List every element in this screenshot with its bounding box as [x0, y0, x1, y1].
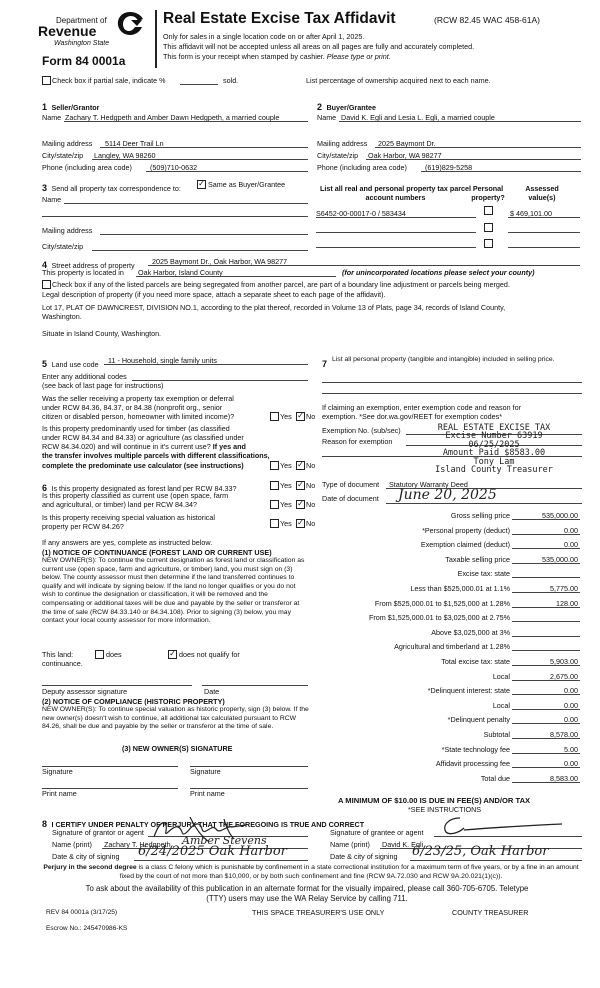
deputy-signature-label: Deputy assessor signature [42, 687, 128, 696]
tax-row-line [512, 519, 580, 520]
header-note-2: This affidavit will not be accepted unless all areas on all pages are fully and accurately completed. [163, 42, 475, 51]
tax-row-value[interactable]: 0.00 [564, 759, 578, 768]
grantee-sig-label: Signature of grantee or agent [330, 828, 424, 837]
tax-row-line [512, 636, 580, 637]
tax-row-value[interactable]: 8,578.00 [550, 730, 578, 739]
dor-logo-icon [115, 10, 145, 38]
tax-row-label: *State technology fee [441, 745, 510, 754]
tax-row-value[interactable]: 535,000.00 [542, 555, 578, 564]
s6-q3-no-checkbox[interactable]: ✓ [297, 518, 304, 527]
section-7-label: List all personal property (tangible and intangible) included in selling price. [332, 356, 555, 363]
s5-q2-line-f: complete the predominate use calculator (see instructions) [42, 461, 244, 470]
doc-type-value[interactable]: Statutory Warranty Deed [389, 480, 468, 489]
dept-label: Department of [56, 16, 107, 25]
assessed-value-1[interactable]: $ 469,101.00 [510, 209, 552, 218]
grantee-print-label: Name (print) [330, 840, 370, 849]
parcel-number-1[interactable]: S6452-00-00017-0 / 583434 [316, 209, 406, 218]
assessed-line-3[interactable] [508, 247, 580, 248]
form-title: Real Estate Excise Tax Affidavit [163, 10, 396, 27]
tax-row-value[interactable]: 535,000.00 [542, 511, 578, 520]
s3-name-line[interactable] [64, 203, 308, 204]
section-7-heading [322, 354, 327, 372]
partial-sale-label: Check box if partial sale, indicate % [52, 76, 166, 85]
s6-q2-no-label: No [306, 500, 316, 509]
tax-row-label: Local [492, 701, 510, 710]
seller-mail-line [100, 147, 308, 148]
s6-q2-yes-checkbox[interactable] [270, 500, 279, 509]
s3-name-line-2[interactable] [42, 216, 308, 217]
s6-q3-line-a: Is this property receiving special valuation as historical [42, 513, 215, 522]
s5-q2-line-b: under RCW 84.34 and 84.33) or agriculture (as classified under [42, 433, 244, 442]
legal-line-2[interactable]: Washington. [42, 312, 82, 321]
section-2-number: 2 [317, 102, 323, 112]
s6-ifyes: If any answers are yes, complete as instructed below. [42, 538, 213, 547]
tax-row-value[interactable]: 8,583.00 [550, 774, 578, 783]
land-does-checkbox[interactable] [95, 650, 104, 659]
seller-phone-label: Phone (including area code) [42, 163, 132, 172]
owner-print-label-1: Print name [42, 789, 77, 798]
tax-row-label: Less than $525,000.01 at 1.1% [410, 584, 510, 593]
tax-row-label: Taxable selling price [445, 555, 510, 564]
exemption-note-1: If claiming an exemption, enter exemption code and reason for [322, 403, 521, 412]
segregation-checkbox[interactable] [42, 280, 51, 289]
s7-line-1[interactable] [322, 382, 582, 383]
tax-row-line [512, 548, 580, 549]
tax-row-label: Subtotal [483, 730, 510, 739]
located-line [136, 276, 336, 277]
form-rcw: (RCW 82.45 WAC 458-61A) [434, 15, 540, 25]
deputy-date-line[interactable] [202, 685, 308, 686]
revision-label: REV 84 0001a (3/17/25) [46, 909, 118, 916]
tax-row-label: Local [492, 672, 510, 681]
street-address-value[interactable]: 2025 Baymont Dr., Oak Harbor, WA 98277 [152, 257, 288, 266]
personal-property-checkbox-2[interactable] [484, 223, 493, 232]
continuance-label: continuance. [42, 659, 83, 668]
land-does-label: does [106, 650, 122, 659]
buyer-name-line [339, 121, 581, 122]
seller-name-line [64, 121, 308, 122]
s6-notice-3-heading: (3) NEW OWNER(S) SIGNATURE [122, 744, 233, 753]
s6-q1-no-label: No [306, 481, 316, 490]
header-note-3-text: This form is your receipt when stamped by cashier. [163, 52, 325, 61]
tax-row-value[interactable]: 0.00 [564, 686, 578, 695]
partial-sale-checkbox[interactable] [42, 76, 51, 85]
header-note-1: Only for sales in a single location code on or after April 1, 2025. [163, 32, 365, 41]
deputy-date-label: Date [204, 687, 220, 696]
seller-mail-label: Mailing address [42, 139, 93, 148]
grantor-date-line [134, 860, 308, 861]
land-use-code-value[interactable]: 11 - Household, single family units [108, 356, 217, 365]
grantee-print-value[interactable]: David K. Egli [382, 840, 424, 849]
header-note-3 [163, 52, 391, 61]
grantor-print-label: Name (print) [52, 840, 92, 849]
s6-q1: Is this property designated as forest land per RCW 84.33? [51, 484, 237, 493]
buyer-phone-line [421, 171, 581, 172]
tax-row-line [512, 782, 580, 783]
s6-q3-yes-label: Yes [280, 519, 292, 528]
revenue-label: Revenue [38, 23, 97, 39]
tax-row-value[interactable]: 0.00 [564, 701, 578, 710]
ownership-note: List percentage of ownership acquired next to each name. [306, 76, 491, 85]
tax-row-value[interactable]: 128.00 [556, 599, 578, 608]
tax-row-label: Affidavit processing fee [435, 759, 510, 768]
buyer-name-value[interactable]: David K. Egli and Lesia L. Egli, a married couple [341, 113, 495, 122]
grantee-date-label: Date & city of signing [330, 852, 398, 861]
tax-row-line [512, 563, 580, 564]
s6-notice-1-heading: (1) NOTICE OF CONTINUANCE (FOREST LAND OR CURRENT USE) [42, 548, 272, 557]
doc-date-value[interactable]: June 20, 2025 [398, 487, 497, 503]
additional-codes-label: Enter any additional codes [42, 372, 127, 381]
tax-row-label: Total due [480, 774, 510, 783]
tax-row-line [512, 650, 580, 651]
grantor-print-value[interactable]: Zachary T. Hedgpeth [104, 840, 171, 849]
doc-date-label: Date of document [322, 494, 379, 503]
tax-row-label: *Delinquent penalty [447, 715, 510, 724]
tax-row-line [512, 738, 580, 739]
located-value[interactable]: Oak Harbor, Island County [138, 268, 223, 277]
section-4-label: Street address of property [51, 261, 135, 270]
s5-q1-line-c: citizen or disabled person, homeowner with limited income)? [42, 412, 235, 421]
minimum-due-note: A MINIMUM OF $10.00 IS DUE IN FEE(S) AND/OR TAX [338, 796, 531, 805]
tax-row-line [512, 753, 580, 754]
stamp-line-1: REAL ESTATE EXCISE TAX [437, 423, 551, 433]
perjury-notice [36, 864, 586, 881]
header-note-3-italic: Please type or print. [326, 52, 391, 61]
tax-row-line [512, 680, 580, 681]
tax-row-value[interactable]: 0.00 [564, 715, 578, 724]
tax-row-line [512, 723, 580, 724]
s6-q3-no-label: No [306, 519, 316, 528]
tax-row-line [512, 767, 580, 768]
s6-q2-line-a: Is this property classified as current use (open space, farm [42, 491, 229, 500]
tax-row-label: Exemption claimed (deduct) [420, 540, 510, 549]
exemption-note-2: exemption. *See dor.wa.gov/REET for exemption codes* [322, 412, 503, 421]
exemption-reason-label: Reason for exemption [322, 437, 393, 446]
tax-row-value[interactable]: 5,775.00 [550, 584, 578, 593]
tax-row-value[interactable]: 5.00 [564, 745, 578, 754]
s3-mail-label: Mailing address [42, 226, 93, 235]
seller-name-label: Name [42, 113, 62, 122]
s5-q2-line-c-text: RCW 84.34.020) and will continue in it's current use? [42, 442, 211, 451]
seller-phone-line [146, 171, 308, 172]
tax-row-line [512, 709, 580, 710]
tax-row-value[interactable]: 0.00 [564, 526, 578, 535]
owner-print-label-2: Print name [190, 789, 225, 798]
stamp-line-5: Tony Lam [473, 456, 515, 467]
grantor-date-label: Date & city of signing [52, 852, 120, 861]
tax-row-line [512, 621, 580, 622]
tax-row-label: Total excise tax: state [441, 657, 510, 666]
owner-sig-label-1: Signature [42, 767, 73, 776]
s6-q1-yes-label: Yes [280, 481, 292, 490]
grantee-date-line [410, 860, 582, 861]
buyer-phone-label: Phone (including area code) [317, 163, 407, 172]
land-does-not-checkbox[interactable]: ✓ [169, 649, 176, 658]
partial-sale-sold: sold. [223, 76, 239, 85]
section-6-number: 6 [42, 483, 48, 493]
section-5-heading [42, 354, 99, 372]
land-does-not-label: does not qualify for [179, 650, 240, 659]
s6-q3-yes-checkbox[interactable] [270, 519, 279, 528]
grantor-handwritten-name: Amber Stevens [182, 834, 267, 847]
tax-row-label: *Delinquent interest: state [427, 686, 510, 695]
escrow-number: Escrow No.: 245470986-KS [46, 925, 128, 932]
segregation-label: Check box if any of the listed parcels are being segregated from another parcel, are part of a boundary line adjustment or parcels being merged. [52, 280, 510, 289]
tax-row-value[interactable]: 0.00 [564, 540, 578, 549]
section-3-label: Send all property tax correspondence to: [51, 184, 181, 193]
section-3-heading [42, 178, 181, 196]
s6-q1-no-checkbox[interactable]: ✓ [297, 480, 304, 489]
county-treasurer-label: COUNTY TREASURER [452, 908, 529, 917]
personal-property-checkbox-3[interactable] [484, 239, 493, 248]
s5-q2-line-e: the transfer involves multiple parcels with different classifications, [42, 451, 270, 460]
seller-city-label: City/state/zip [42, 151, 84, 160]
s5-q1-line-b: under RCW 84.36, 84.37, or 84.38 (nonprofit org., senior [42, 403, 223, 412]
parcel-line-1 [316, 217, 476, 218]
buyer-phone-value[interactable]: (619)829-5258 [425, 163, 473, 172]
doc-type-label: Type of document [322, 480, 380, 489]
alt-format-line-2: (TTY) users may use the WA Relay Service by calling 711. [206, 894, 408, 903]
s5-q1-yes-label: Yes [280, 412, 292, 421]
section-4-number: 4 [42, 260, 48, 270]
assessed-line-1 [508, 217, 580, 218]
seller-mail-value[interactable]: 5114 Deer Trail Ln [105, 139, 164, 148]
stamp-line-6: Island County Treasurer [435, 465, 553, 476]
partial-sale-percent-line[interactable] [180, 84, 218, 85]
perjury-text: is a class C felony which is punishable by confinement in a state correctional institution for a maximum term of five years, or by a fine in an amount fixed by the court of not more than $10,000, or by both such confinement and fine (RCW 9A.72.030 and RCW 9A.20.021(1)(c)). [119, 864, 579, 880]
tax-row-label: Excise tax: state [457, 569, 510, 578]
s5-q2-yes-label: Yes [280, 461, 292, 470]
stamp-line-3: 06/25/2025 [468, 439, 520, 450]
stamp-line-4: Amount Paid $8583.00 [442, 448, 546, 459]
section-8-number: 8 [42, 819, 48, 829]
s5-q2-line-d-text: If yes and [212, 442, 246, 451]
tax-row-line [512, 665, 580, 666]
exemption-no-label: Exemption No. (sub/sec) [322, 426, 401, 435]
seller-name-value[interactable]: Zachary T. Hedgpeth and Amber Dawn Hedgpeth, a married couple [65, 113, 280, 122]
s3-city-line[interactable] [92, 250, 308, 251]
seller-heading-label: Seller/Grantor [51, 103, 100, 112]
unincorporated-note: (for unincorporated locations please select your county) [342, 268, 535, 277]
seller-city-line [92, 159, 308, 160]
section-5-number: 5 [42, 359, 48, 369]
parcel-line-2[interactable] [316, 232, 476, 233]
treasurer-stamp [414, 424, 574, 474]
tax-row-value[interactable]: 2,675.00 [550, 672, 578, 681]
assessed-line-2[interactable] [508, 232, 580, 233]
seller-city-value[interactable]: Langley, WA 98260 [94, 151, 156, 160]
buyer-city-label: City/state/zip [317, 151, 359, 160]
buyer-city-value[interactable]: Oak Harbor, WA 98277 [368, 151, 442, 160]
tax-row-label: Gross selling price [450, 511, 510, 520]
legal-description-label: Legal description of property (if you need more space, attach a separate sheet to each page of the affidavit). [42, 290, 386, 299]
s3-mail-line[interactable] [100, 234, 308, 235]
tax-row-value[interactable]: 5,903.00 [550, 657, 578, 666]
header-divider [155, 10, 157, 68]
tax-row-line [512, 592, 580, 593]
legal-line-1[interactable]: Lot 17, PLAT OF DAWNCREST, DIVISION NO.1, according to the plat thereof, recorded in Volume 13 of Plats, page 34, records of Island County, [42, 303, 506, 312]
buyer-mail-value[interactable]: 2025 Baymont Dr. [378, 139, 436, 148]
alt-format-line-1: To ask about the availability of this publication in an alternate format for the visually impaired, please call 360-705-6705. Teletype [85, 884, 529, 893]
tax-row-label: From $525,000.01 to $1,525,000 at 1.28% [374, 599, 510, 608]
treasurer-use-label: THIS SPACE TREASURER'S USE ONLY [252, 908, 385, 917]
tax-row-line [512, 607, 580, 608]
section-7-number: 7 [322, 359, 328, 369]
tax-row-label: *Personal property (deduct) [422, 526, 510, 535]
buyer-city-line [366, 159, 581, 160]
assessed-col-header: Assessed value(s) [525, 184, 559, 202]
owner-sig-label-2: Signature [190, 767, 221, 776]
state-label: Washington State [54, 40, 110, 47]
s6-q1-yes-checkbox[interactable] [270, 481, 279, 490]
parcel-line-3[interactable] [316, 247, 476, 248]
tax-row-label: Agricultural and timberland at 1.28% [394, 642, 510, 651]
s6-q2-yes-label: Yes [280, 500, 292, 509]
s5-q2-yes-checkbox[interactable] [270, 461, 279, 470]
form-number: Form 84 0001a [42, 54, 126, 68]
grantee-date-value[interactable]: 6/23/25, Oak Harbor [412, 844, 549, 859]
stamp-line-2: Excise Number 63919 [445, 431, 543, 442]
doc-date-line [386, 503, 582, 504]
s6-notice-2-text: NEW OWNER(S): To continue special valuation as historic property, sign (3) below. If the new owner(s) doesn't wish to continue, all additional tax calculated pursuant to RCW 84.26, shall be due and payable by the seller or transferor at the time of sale. [42, 706, 309, 731]
s5-q2-line-c [42, 442, 246, 451]
s7-line-2[interactable] [322, 393, 582, 394]
s5-q1-no-label: No [306, 412, 316, 421]
s5-q1-yes-checkbox[interactable] [270, 412, 279, 421]
tax-row-line [512, 577, 580, 578]
additional-codes-note: (see back of last page for instructions) [42, 381, 164, 390]
located-label: This property is located in [42, 268, 124, 277]
section-1-number: 1 [42, 102, 48, 112]
deputy-signature-line[interactable] [42, 685, 192, 686]
parcel-col-header: List all real and personal property tax parcel account numbers [320, 184, 471, 202]
buyer-mail-label: Mailing address [317, 139, 368, 148]
s5-q1-no-checkbox[interactable]: ✓ [297, 411, 304, 420]
this-land-label: This land: [42, 650, 74, 659]
s5-q2-no-checkbox[interactable]: ✓ [297, 460, 304, 469]
grantor-sig-label: Signature of grantor or agent [52, 828, 144, 837]
s5-q2-no-label: No [306, 461, 316, 470]
s5-q1-line-a: Was the seller receiving a property tax exemption or deferral [42, 394, 234, 403]
personal-col-header: Personal property? [471, 184, 505, 202]
s6-notice-2-heading: (2) NOTICE OF COMPLIANCE (HISTORIC PROPERTY) [42, 697, 225, 706]
legal-line-3[interactable]: Situate in Island County, Washington. [42, 329, 162, 338]
s6-q2-line-b: and agricultural, or timber) land per RCW 84.34? [42, 500, 198, 509]
land-use-code-line [104, 364, 308, 365]
tax-row-line [512, 694, 580, 695]
buyer-mail-line [375, 147, 581, 148]
see-instructions-note: *SEE INSTRUCTIONS [408, 805, 482, 814]
tax-row-line [512, 534, 580, 535]
buyer-name-label: Name [317, 113, 337, 122]
s6-notice-1-text: NEW OWNER(S): To continue the current designation as forest land or classification as current use (open space, farm and agriculture, or timber) land, you must sign on (3) below. The county assessor must then determine if the land transferred continues to qualify and will indicate by signing below. If the land no longer qualifies or you do not wish to continue the designation or classification, it will be removed and the compensating or additional taxes will be due and payable by the seller or transferor at the time of sale (RCW 84.33.140 or 84.34.108). Prior to signing (3) below, you may contact your local county assessor for more information. [42, 557, 305, 625]
certify-label: I CERTIFY UNDER PENALTY OF PERJURY THAT THE FOREGOING IS TRUE AND CORRECT [51, 820, 365, 829]
personal-property-checkbox-1[interactable] [484, 206, 493, 215]
perjury-bold: Perjury in the second degree [43, 864, 137, 871]
street-address-line [148, 265, 580, 266]
same-as-buyer-checkbox[interactable]: ✓ [198, 179, 205, 188]
buyer-heading-label: Buyer/Grantee [326, 103, 377, 112]
tax-row-label: Above $3,025,000 at 3% [431, 628, 510, 637]
section-5-label: Land use code [51, 360, 99, 369]
seller-phone-value[interactable]: (509)710-0632 [150, 163, 198, 172]
s3-city-label: City/state/zip [42, 242, 84, 251]
section-3-number: 3 [42, 183, 48, 193]
s5-q2-line-a: Is this property predominantly used for timber (as classified [42, 424, 230, 433]
grantor-date-value[interactable]: 6/24/2025 Oak Harbor [138, 844, 287, 859]
same-as-buyer-label: Same as Buyer/Grantee [208, 180, 286, 189]
tax-row-label: From $1,525,000.01 to $3,025,000 at 2.75% [368, 613, 510, 622]
s6-q3-line-b: property per RCW 84.26? [42, 522, 124, 531]
grantee-signature [438, 814, 568, 840]
s6-q2-no-checkbox[interactable]: ✓ [297, 499, 304, 508]
s3-name-label: Name [42, 195, 62, 204]
